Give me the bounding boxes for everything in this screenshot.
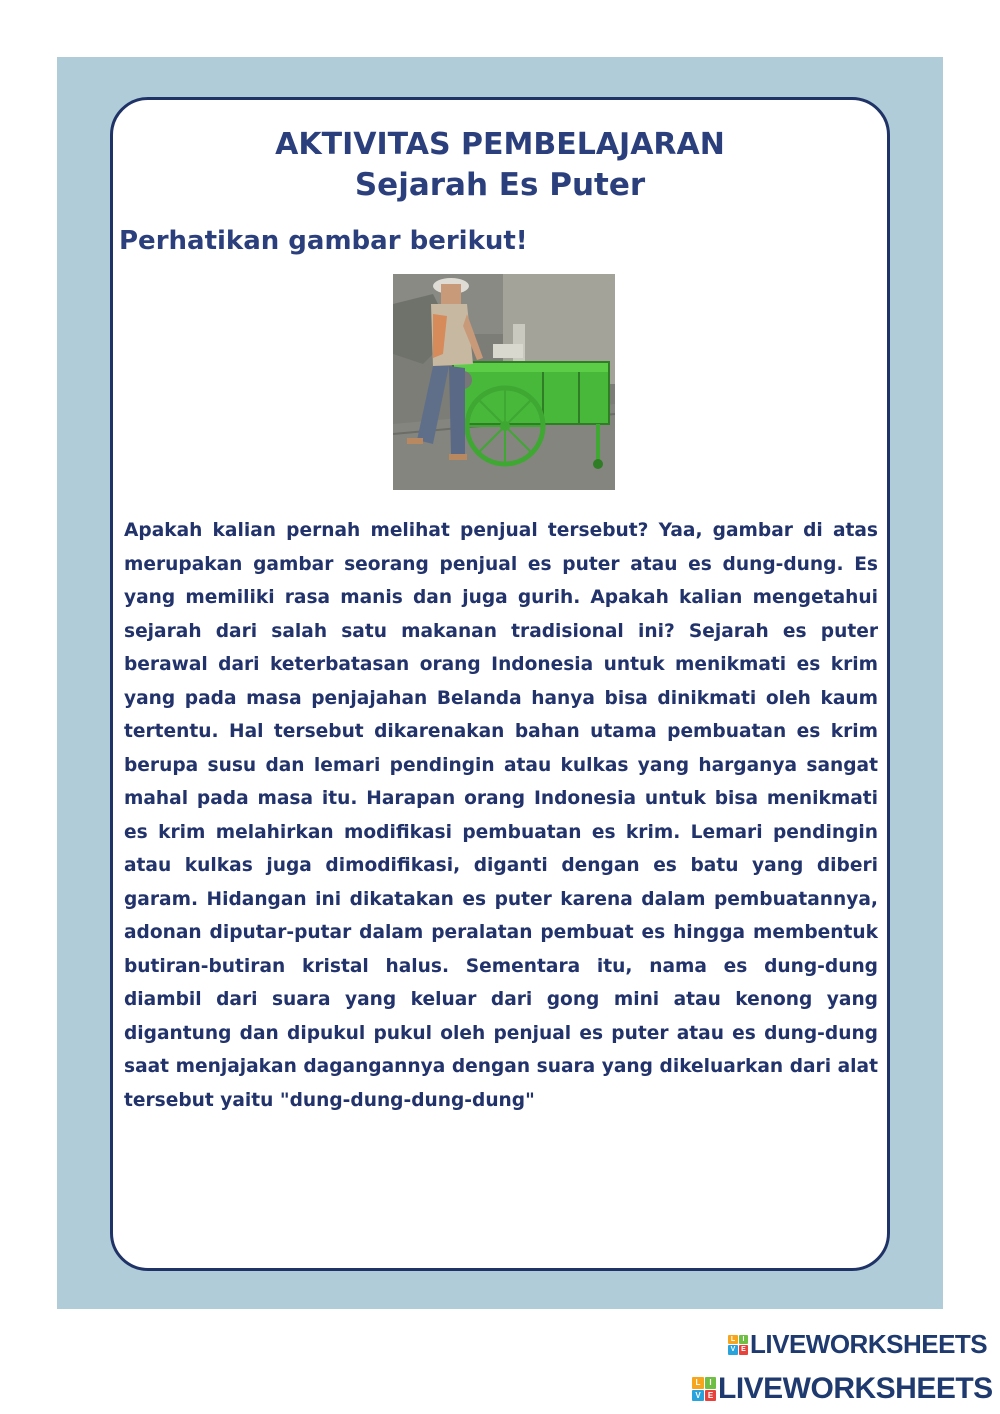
liveworksheets-footer-mark-icon	[692, 1377, 716, 1401]
history-paragraph: Apakah kalian pernah melihat penjual tersebut? Yaa, gambar di atas merupakan gambar seorang penjual es puter atau es dung-dung. Es yang memiliki rasa manis dan juga gurih. Apakah kalian mengetahui sejarah dari salah satu makanan tradisional ini? Sejarah es puter berawal dari keterbatasan orang Indonesia untuk menikmati es krim yang pada masa penjajahan Belanda hanya bisa dinikmati oleh kaum tertentu. Hal tersebut dikarenakan bahan utama pembuatan es krim berupa susu dan lemari pendingin atau kulkas yang harganya sangat mahal pada masa itu. Harapan orang Indonesia untuk bisa menikmati es krim melahirkan modifikasi pembuatan es krim. Lemari pendingin atau kulkas juga dimodifikasi, diganti dengan es batu yang diberi garam. Hidangan ini dikatakan es puter karena dalam pembuatannya, adonan diputar-putar dalam peralatan pembuat es hingga membentuk butiran-butiran kristal halus. Sementara itu, nama es dung-dung diambil dari suara yang keluar dari gong mini atau kenong yang digantung dan dipukul pukul oleh penjual es puter atau es dung-dung saat menjajakan dagangannya dengan suara yang dikeluarkan dari alat tersebut yaitu "dung-dung-dung-dung"	[124, 520, 878, 1111]
logo-mark-v: V	[728, 1345, 738, 1355]
page-subtitle: Sejarah Es Puter	[354, 167, 646, 203]
liveworksheets-footer-logo	[692, 1372, 993, 1406]
liveworksheets-logo	[728, 1329, 987, 1360]
es-puter-cart-illustration-icon	[393, 274, 615, 490]
footer-logo-mark-e: E	[705, 1390, 717, 1402]
liveworksheets-mark-icon	[728, 1335, 748, 1355]
page-title: AKTIVITAS PEMBELAJARAN	[275, 127, 725, 162]
logo-mark-e: E	[739, 1345, 749, 1355]
instruction-prompt: Perhatikan gambar berikut!	[119, 226, 528, 256]
logo-mark-l: L	[728, 1335, 738, 1345]
es-puter-vendor-photo	[393, 274, 615, 490]
footer-logo-mark-l: L	[692, 1377, 704, 1389]
logo-mark-i: I	[739, 1335, 749, 1345]
footer-logo-mark-i: I	[705, 1377, 717, 1389]
footer-logo-mark-v: V	[692, 1390, 704, 1402]
worksheet-page	[57, 57, 988, 1359]
footer-logo-text: LIVEWORKSHEETS	[718, 1372, 993, 1405]
content-card	[110, 97, 890, 1271]
logo-text: LIVEWORKSHEETS	[750, 1329, 988, 1359]
